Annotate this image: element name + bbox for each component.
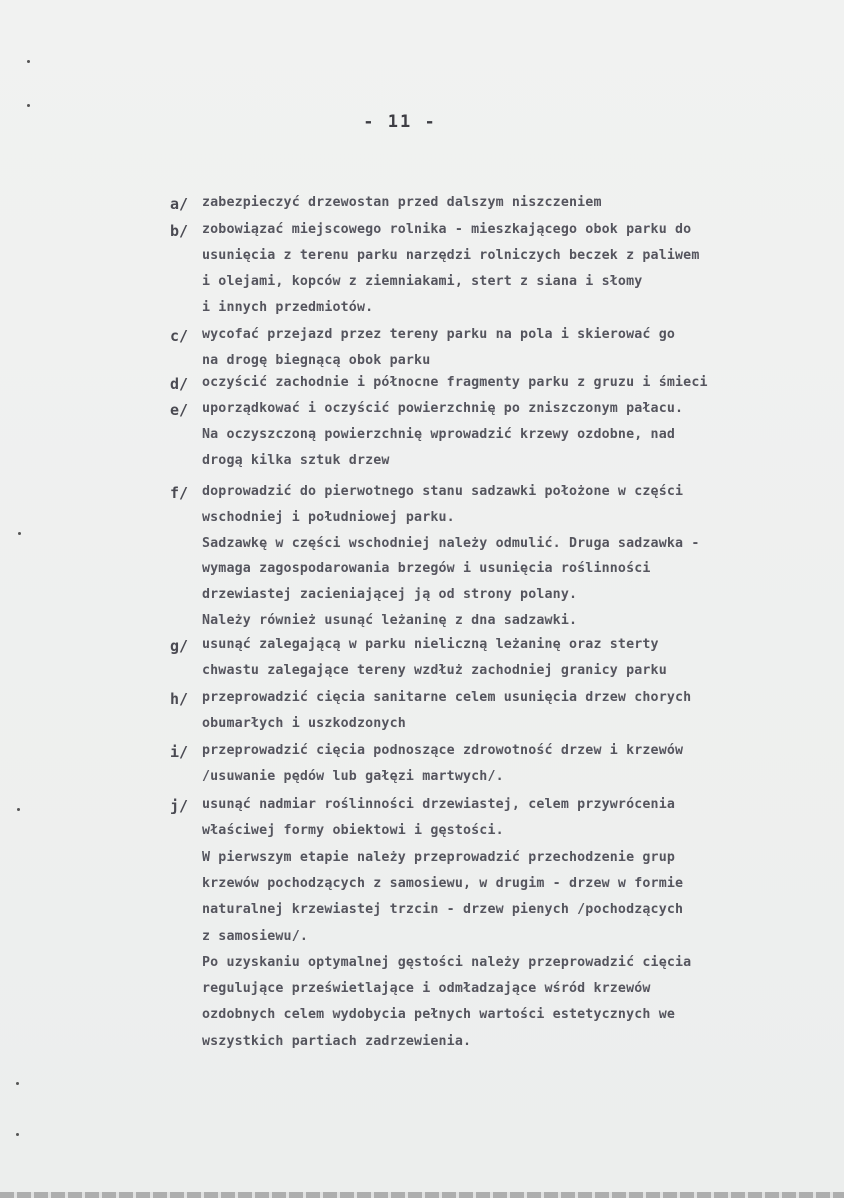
item-label: b/	[170, 222, 189, 240]
scan-speck	[16, 1133, 19, 1136]
scan-bottom-edge	[0, 1192, 844, 1198]
item-text-line: oczyścić zachodnie i północne fragmenty parku z gruzu i śmieci	[202, 375, 708, 390]
item-text-line: Po uzyskaniu optymalnej gęstości należy przeprowadzić cięcia	[202, 954, 692, 970]
item-text-line: wycofać przejazd przez tereny parku na pola i skierować go	[202, 327, 676, 342]
item-label: a/	[170, 195, 189, 213]
item-text-line: doprowadzić do pierwotnego stanu sadzawki położone w części	[202, 484, 684, 499]
item-text-line: usunięcia z terenu parku narzędzi rolniczych beczek z paliwem	[202, 248, 700, 263]
item-text-line: i innych przedmiotów.	[202, 300, 374, 315]
item-text-line: usunąć zalegającą w parku nieliczną leżaninę oraz sterty	[202, 637, 659, 652]
scan-speck	[17, 808, 20, 811]
item-text-line: /usuwanie pędów lub gałęzi martwych/.	[202, 769, 504, 784]
item-text-line: na drogę biegnącą obok parku	[202, 353, 431, 368]
item-text-line: Należy również usunąć leżaninę z dna sadzawki.	[202, 613, 578, 628]
item-label: f/	[170, 484, 189, 502]
item-label: g/	[170, 637, 189, 655]
scan-speck	[27, 60, 30, 63]
item-text-line: krzewów pochodzących z samosiewu, w drugim - drzew w formie	[202, 875, 684, 891]
item-text-line: naturalnej krzewiastej trzcin - drzew pienych /pochodzących	[202, 902, 684, 918]
item-label: c/	[170, 327, 189, 345]
item-text-line: przeprowadzić cięcia sanitarne celem usunięcia drzew chorych	[202, 690, 692, 705]
page-number: - 11 -	[363, 112, 437, 132]
scan-speck	[27, 104, 30, 107]
item-label: i/	[170, 743, 189, 761]
item-text-line: regulujące prześwietlające i odmładzające wśród krzewów	[202, 981, 651, 997]
item-text-line: zabezpieczyć drzewostan przed dalszym niszczeniem	[202, 195, 602, 210]
item-text-line: wymaga zagospodarowania brzegów i usunięcia roślinności	[202, 561, 651, 577]
item-label: j/	[170, 797, 189, 815]
item-text-line: wszystkich partiach zadrzewienia.	[202, 1033, 472, 1049]
item-text-line: zobowiązać miejscowego rolnika - mieszkającego obok parku do	[202, 222, 692, 237]
item-label: d/	[170, 375, 189, 393]
item-text-line: uporządkować i oczyścić powierzchnię po zniszczonym pałacu.	[202, 401, 684, 416]
item-text-line: Na oczyszczoną powierzchnię wprowadzić krzewy ozdobne, nad	[202, 427, 676, 442]
item-text-line: z samosiewu/.	[202, 928, 309, 944]
item-text-line: przeprowadzić cięcia podnoszące zdrowotność drzew i krzewów	[202, 743, 684, 758]
scan-speck	[16, 1082, 19, 1085]
item-text-line: ozdobnych celem wydobycia pełnych wartości estetycznych we	[202, 1007, 676, 1023]
item-text-line: W pierwszym etapie należy przeprowadzić przechodzenie grup	[202, 849, 676, 865]
item-text-line: wschodniej i południowej parku.	[202, 509, 455, 525]
item-text-line: chwastu zalegające tereny wzdłuż zachodniej granicy parku	[202, 663, 667, 678]
item-text-line: obumarłych i uszkodzonych	[202, 716, 406, 731]
item-text-line: drzewiastej zacieniającej ją od strony polany.	[202, 587, 578, 603]
scan-speck	[18, 532, 21, 535]
item-text-line: Sadzawkę w części wschodniej należy odmulić. Druga sadzawka -	[202, 535, 700, 551]
item-text-line: drogą kilka sztuk drzew	[202, 453, 390, 468]
item-label: h/	[170, 690, 189, 708]
item-text-line: właściwej formy obiektowi i gęstości.	[202, 823, 504, 839]
item-text-line: usunąć nadmiar roślinności drzewiastej, celem przywrócenia	[202, 797, 676, 812]
item-text-line: i olejami, kopców z ziemniakami, stert z siana i słomy	[202, 274, 643, 289]
item-label: e/	[170, 401, 189, 419]
